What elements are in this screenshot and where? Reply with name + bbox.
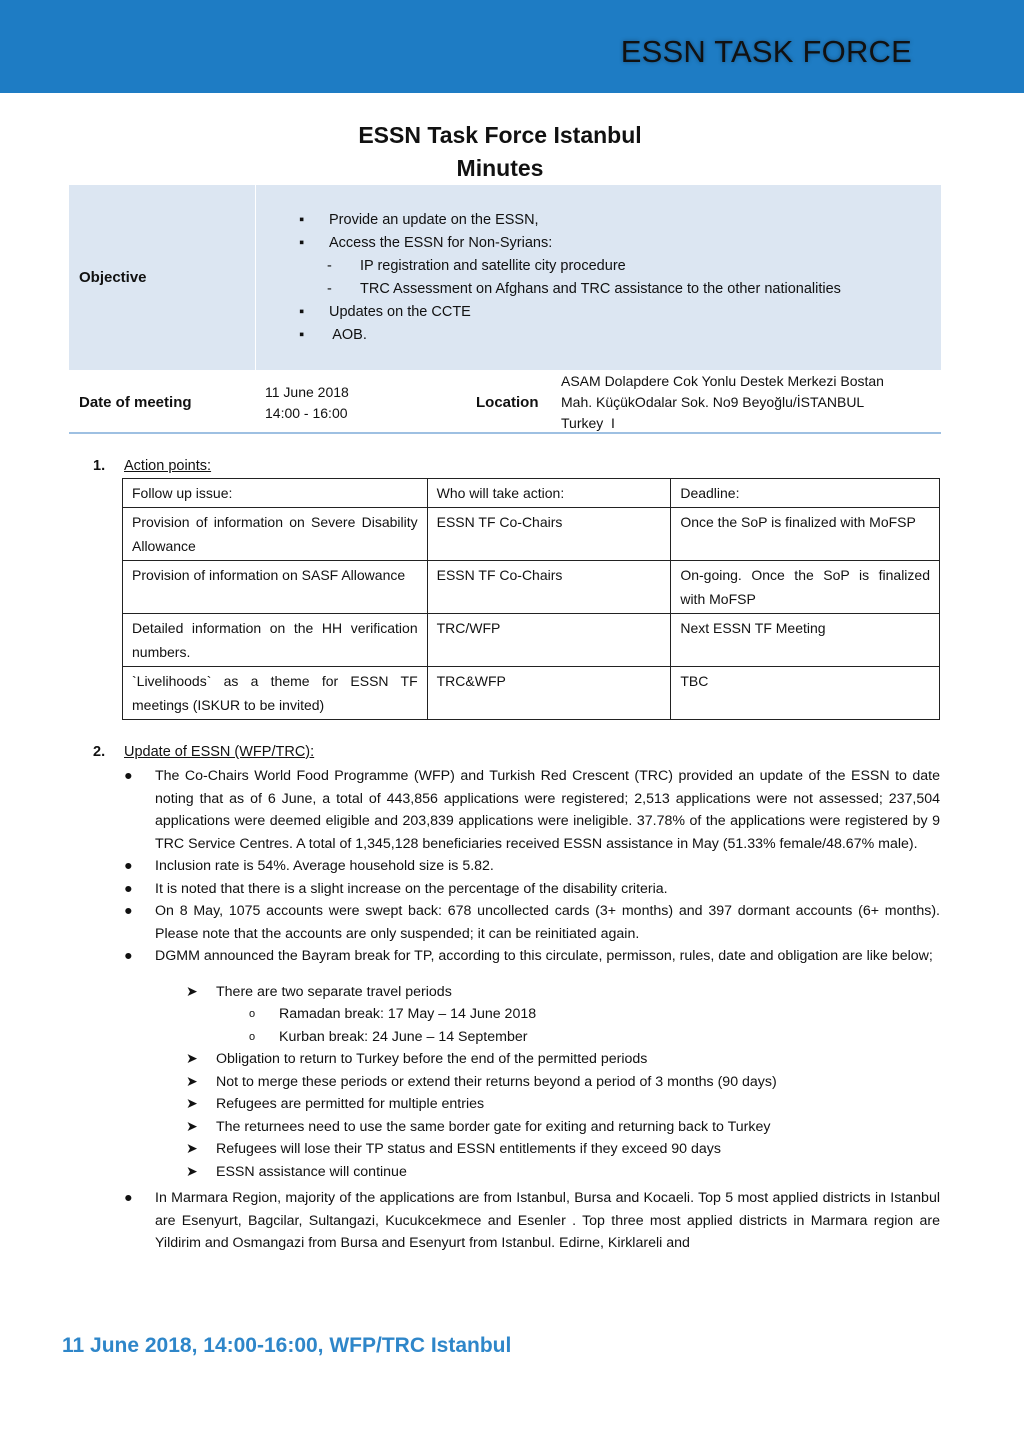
section-number: 2. bbox=[93, 744, 106, 760]
bullet-text: The Co-Chairs World Food Programme (WFP) and Turkish Red Crescent (TRC) provided an update of the ESSN to date noting that as of 6 June, a total of 443,856 applications were registered; 2,513 applications were not assessed; 237,504 applications were deemed eligible and 203,839 applications were ineligible. 37.78% of the applications were registered by 9 TRC Service Centres. A total of 1,345,128 beneficiaries received ESSN assistance in May (51.33% female/48.67% male). bbox=[155, 768, 940, 852]
square-bullet-icon: ▪ bbox=[299, 235, 305, 251]
arrow-text: Obligation to return to Turkey before the end of the permitted periods bbox=[216, 1051, 648, 1067]
circle-bullet-icon: o bbox=[249, 1030, 256, 1043]
circle-item bbox=[124, 1003, 940, 1026]
location-label: Location bbox=[476, 394, 539, 411]
dot-bullet-icon: ● bbox=[124, 768, 133, 784]
objective-item bbox=[299, 232, 841, 255]
objective-box bbox=[69, 185, 941, 370]
deadline-cell: On-going. Once the SoP is finalized with MoFSP bbox=[671, 561, 940, 614]
arrow-bullet-icon: ➤ bbox=[186, 1141, 198, 1157]
objective-divider bbox=[255, 185, 256, 370]
action-points-table bbox=[122, 478, 940, 720]
objective-subitem bbox=[299, 255, 841, 278]
who-cell: ESSN TF Co-Chairs bbox=[427, 508, 671, 561]
dot-bullet-icon: ● bbox=[124, 858, 133, 874]
table-row bbox=[123, 667, 940, 720]
table-header-cell: Who will take action: bbox=[427, 479, 671, 508]
issue-cell: Provision of information on Severe Disability Allowance bbox=[123, 508, 428, 561]
table-header-row bbox=[123, 479, 940, 508]
square-bullet-icon: ▪ bbox=[299, 304, 305, 320]
issue-cell: `Livelihoods` as a theme for ESSN TF meetings (ISKUR to be invited) bbox=[123, 667, 428, 720]
bullet-text: It is noted that there is a slight increase on the percentage of the disability criteria. bbox=[155, 880, 668, 897]
dash-bullet-icon: - bbox=[327, 281, 332, 297]
arrow-text: Refugees will lose their TP status and ESSN entitlements if they exceed 90 days bbox=[216, 1141, 721, 1157]
objective-item bbox=[299, 324, 841, 347]
dot-bullet-icon: ● bbox=[124, 1190, 133, 1206]
issue-cell: Provision of information on SASF Allowance bbox=[123, 561, 428, 614]
circle-bullet-icon: o bbox=[249, 1008, 256, 1020]
objective-item-text: IP registration and satellite city procedure bbox=[360, 258, 626, 274]
arrow-text: There are two separate travel periods bbox=[216, 983, 452, 1000]
dot-bullet-icon: ● bbox=[124, 903, 133, 919]
who-cell: ESSN TF Co-Chairs bbox=[427, 561, 671, 614]
who-cell: TRC/WFP bbox=[427, 614, 671, 667]
issue-cell: Detailed information on the HH verification numbers. bbox=[123, 614, 428, 667]
who-cell: TRC&WFP bbox=[427, 667, 671, 720]
bullet-text: In Marmara Region, majority of the applications are from Istanbul, Bursa and Kocaeli. Top 5 most applied districts in Istanbul are Esenyurt, Bagcilar, Sultangazi, Kucukcekmece and Esenler . Top three most applied districts in Marmara region are Yildirim and Osmangazi from Bursa and Esenyurt from Istanbul. Edirne, Kirklareli and bbox=[155, 1190, 940, 1251]
objective-item-text: Access the ESSN for Non-Syrians: bbox=[329, 235, 553, 251]
deadline-cell: TBC bbox=[671, 667, 940, 720]
document-subtitle: Minutes bbox=[456, 155, 544, 181]
footer-text: 11 June 2018, 14:00-16:00, WFP/TRC Istanbul bbox=[62, 1334, 512, 1357]
arrow-text: Not to merge these periods or extend their returns beyond a period of 3 months (90 days) bbox=[216, 1073, 777, 1090]
update-bullet-list bbox=[124, 765, 940, 1255]
table-header-cell: Follow up issue: bbox=[123, 479, 428, 508]
arrow-item bbox=[124, 1161, 940, 1184]
bullet-item bbox=[124, 855, 940, 878]
header-title: ESSN TASK FORCE bbox=[620, 34, 912, 69]
table-row bbox=[123, 508, 940, 561]
circle-text: Ramadan break: 17 May – 14 June 2018 bbox=[279, 1006, 537, 1022]
objective-item-text: AOB. bbox=[329, 327, 367, 343]
arrow-item bbox=[124, 1138, 940, 1161]
bullet-item bbox=[124, 765, 940, 855]
objective-item-text: TRC Assessment on Afghans and TRC assistance to the other nationalities bbox=[360, 281, 841, 297]
section-title: Action points: bbox=[124, 458, 212, 474]
circle-item bbox=[124, 1026, 940, 1049]
table-header-cell: Deadline: bbox=[671, 479, 940, 508]
dot-bullet-icon: ● bbox=[124, 880, 133, 897]
arrow-bullet-icon: ➤ bbox=[186, 1073, 198, 1090]
arrow-bullet-icon: ➤ bbox=[186, 1163, 198, 1180]
objective-label: Objective bbox=[79, 269, 147, 286]
arrow-bullet-icon: ➤ bbox=[186, 1118, 198, 1135]
arrow-bullet-icon: ➤ bbox=[186, 1096, 198, 1112]
arrow-item bbox=[124, 1116, 940, 1139]
bullet-text: On 8 May, 1075 accounts were swept back: 678 uncollected cards (3+ months) and 397 dormant accounts (6+ months). Please note that the accounts are only suspended; it can be reinitiated again. bbox=[155, 903, 940, 942]
table-row bbox=[123, 614, 940, 667]
date-label: Date of meeting bbox=[79, 394, 192, 411]
bullet-item bbox=[124, 900, 940, 945]
meeting-info-row bbox=[69, 372, 941, 434]
deadline-cell: Once the SoP is finalized with MoFSP bbox=[671, 508, 940, 561]
bullet-item bbox=[124, 945, 940, 968]
objective-subitem bbox=[299, 278, 841, 301]
section-title: Update of ESSN (WFP/TRC): bbox=[124, 744, 315, 760]
section-number: 1. bbox=[93, 458, 106, 474]
meeting-date: 11 June 2018 bbox=[265, 384, 349, 400]
arrow-item bbox=[124, 1048, 940, 1071]
dash-bullet-icon: - bbox=[327, 258, 332, 274]
arrow-item bbox=[124, 1071, 940, 1094]
location-line-1: ASAM Dolapdere Cok Yonlu Destek Merkezi Bostan bbox=[561, 373, 884, 389]
dot-bullet-icon: ● bbox=[124, 948, 133, 964]
arrow-bullet-icon: ➤ bbox=[186, 1051, 198, 1067]
arrow-bullet-icon: ➤ bbox=[186, 983, 198, 1000]
objective-item bbox=[299, 209, 841, 232]
objective-item-text: Provide an update on the ESSN, bbox=[329, 212, 539, 228]
arrow-text: The returnees need to use the same border gate for exiting and returning back to Turkey bbox=[216, 1118, 771, 1135]
document-title: ESSN Task Force Istanbul bbox=[358, 122, 642, 148]
deadline-cell: Next ESSN TF Meeting bbox=[671, 614, 940, 667]
objective-list bbox=[299, 209, 841, 347]
bullet-item bbox=[124, 1187, 940, 1255]
location-line-3: Turkey I bbox=[561, 415, 615, 431]
arrow-item bbox=[124, 1093, 940, 1116]
square-bullet-icon: ▪ bbox=[299, 327, 305, 343]
location-line-2: Mah. KüçükOdalar Sok. No9 Beyoğlu/İSTANBUL bbox=[561, 394, 865, 410]
objective-item-text: Updates on the CCTE bbox=[329, 304, 471, 320]
objective-item bbox=[299, 301, 841, 324]
bullet-text: DGMM announced the Bayram break for TP, according to this circulate, permisson, rules, date and obligation are like below; bbox=[155, 948, 933, 964]
table-row bbox=[123, 561, 940, 614]
square-bullet-icon: ▪ bbox=[299, 212, 305, 228]
arrow-text: ESSN assistance will continue bbox=[216, 1163, 407, 1180]
meeting-time: 14:00 - 16:00 bbox=[265, 405, 348, 421]
arrow-item bbox=[124, 981, 940, 1004]
circle-text: Kurban break: 24 June – 14 September bbox=[279, 1028, 528, 1045]
bullet-text: Inclusion rate is 54%. Average household size is 5.82. bbox=[155, 858, 494, 874]
arrow-text: Refugees are permitted for multiple entries bbox=[216, 1096, 485, 1112]
bullet-item bbox=[124, 878, 940, 901]
